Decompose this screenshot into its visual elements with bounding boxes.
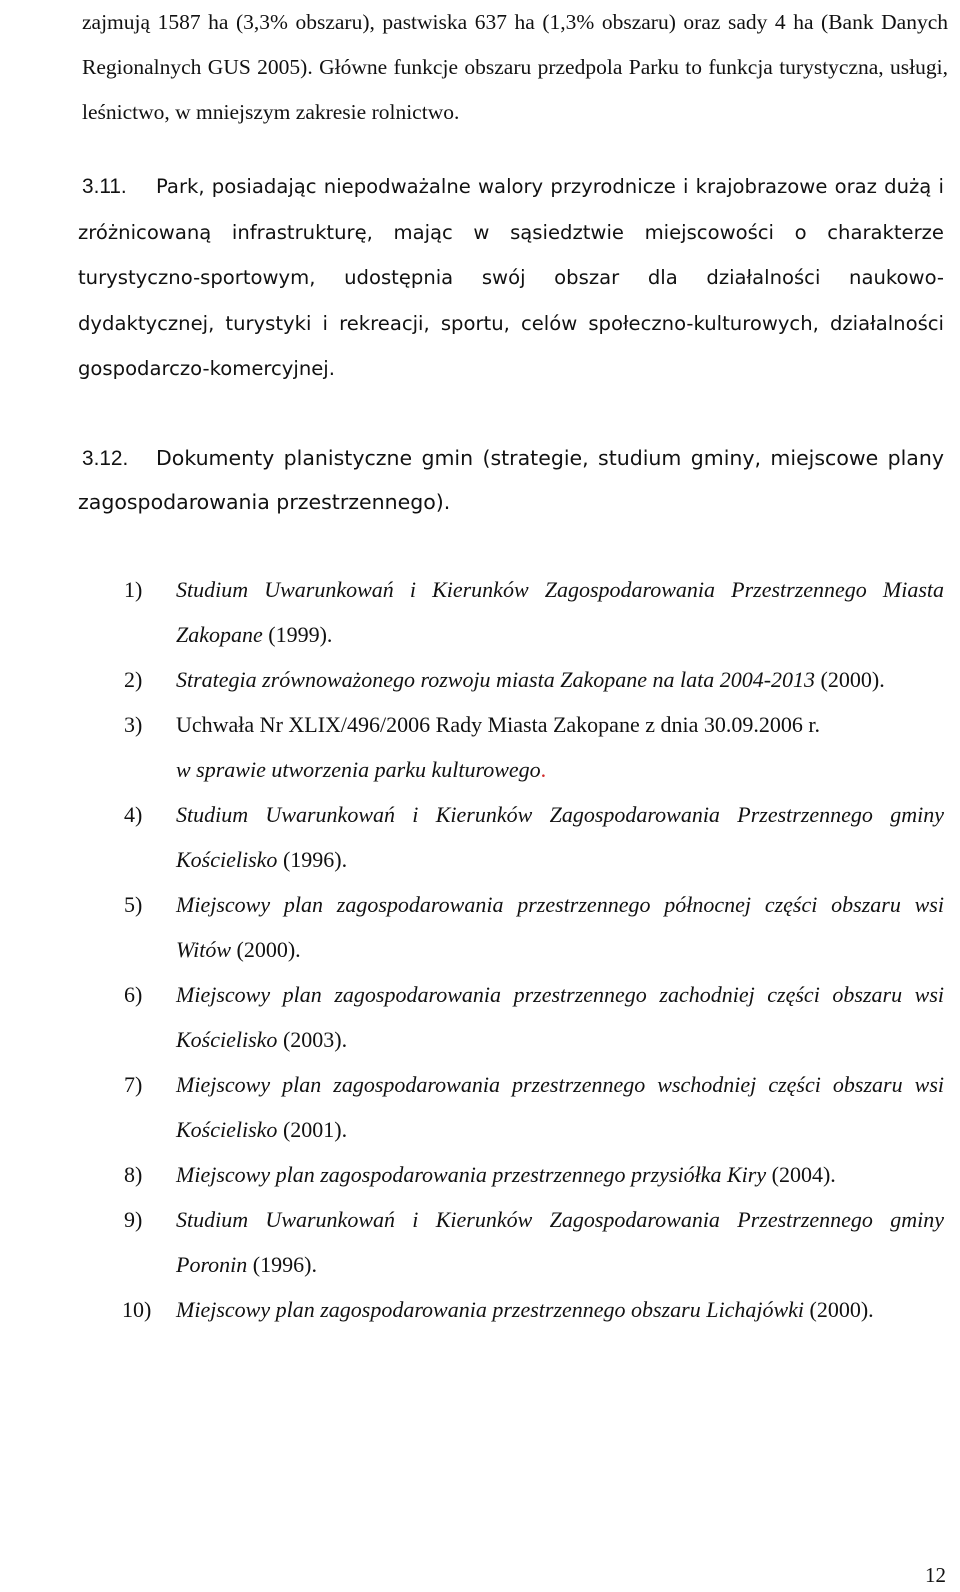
list-item (124, 567, 944, 657)
document-title: Miejscowy plan zagospodarowania przestrzennego przysiółka Kiry (176, 1162, 767, 1187)
list-item-marker: 8) (124, 1162, 143, 1187)
document-title: Strategia zrównoważonego rozwoju miasta Zakopane na lata 2004-2013 (176, 667, 816, 692)
section-3-11-text: Park, posiadając niepodważalne walory przyrodnicze i krajobrazowe oraz dużą i zróżnicowaną infrastrukturę, mając w sąsiedztwie miejscowości o charakterze turystyczno-sportowym, udostępnia swój obszar dla działalności naukowo-dydaktycznej, turystyki i rekreacji, sportu, celów społeczno-kulturowych, działalności gospodarczo-komercyjnej. (78, 175, 944, 381)
planning-documents-list (124, 567, 944, 1332)
document-year: (2001). (277, 1117, 348, 1142)
document-year: (2004). (766, 1162, 836, 1187)
section-number-3-11: 3.11. (82, 175, 127, 198)
section-number-3-12: 3.12. (82, 447, 129, 470)
document-year: (1999). (262, 622, 333, 647)
list-item-marker: 9) (124, 1207, 143, 1232)
list-item-marker: 6) (124, 982, 143, 1007)
list-item-marker: 3) (124, 712, 143, 737)
document-title: Miejscowy plan zagospodarowania przestrzennego zachodniej części obszaru wsi Kościelisko (176, 982, 944, 1052)
document-year: (1996). (247, 1252, 317, 1277)
intro-paragraph: zajmują 1587 ha (3,3% obszaru), pastwiska 637 ha (1,3% obszaru) oraz sady 4 ha (Bank Danych Regionalnych GUS 2005). Główne funkcje obszaru przedpola Parku to funkcja turystyczna, usługi, leśnictwo, w mniejszym zakresie rolnictwo. (82, 10, 948, 124)
document-year: (2000). (804, 1297, 874, 1322)
section-3-11-paragraph (78, 164, 944, 392)
list-item (124, 882, 944, 972)
document-year: (1996). (277, 847, 348, 872)
document-title: Studium Uwarunkowań i Kierunków Zagospodarowania Przestrzennego gminy Kościelisko (176, 802, 944, 872)
list-item (124, 1062, 944, 1152)
document-tail: . (540, 757, 547, 782)
list-item-marker: 4) (124, 802, 143, 827)
document-title: Miejscowy plan zagospodarowania przestrzennego wschodniej części obszaru wsi Kościelisko (176, 1072, 944, 1142)
list-item-marker: 2) (124, 667, 143, 692)
section-3-12-text: Dokumenty planistyczne gmin (strategie, studium gminy, miejscowe plany zagospodarowania przestrzennego). (78, 446, 944, 514)
list-item (124, 1197, 944, 1287)
document-title: Studium Uwarunkowań i Kierunków Zagospodarowania Przestrzennego gminy Poronin (176, 1207, 944, 1277)
list-item (124, 1152, 944, 1197)
list-item-marker: 5) (124, 892, 143, 917)
list-item-marker: 10) (122, 1297, 152, 1322)
document-title: Studium Uwarunkowań i Kierunków Zagospodarowania Przestrzennego Miasta Zakopane (176, 577, 944, 647)
page-number: 12 (925, 1563, 946, 1587)
list-item (124, 972, 944, 1062)
list-item (124, 1287, 944, 1332)
list-item-marker: 1) (124, 577, 143, 602)
document-year: (2000). (231, 937, 301, 962)
document-year: (2000). (815, 667, 885, 692)
list-item (124, 702, 944, 792)
document-title: Miejscowy plan zagospodarowania przestrzennego północnej części obszaru wsi Witów (176, 892, 944, 962)
section-3-12-paragraph (78, 436, 944, 524)
document-title: w sprawie utworzenia parku kulturowego (176, 757, 541, 782)
document-resolution: Uchwała Nr XLIX/496/2006 Rady Miasta Zakopane z dnia 30.09.2006 r. (176, 712, 820, 737)
list-item (124, 792, 944, 882)
document-title: Miejscowy plan zagospodarowania przestrzennego obszaru Lichajówki (176, 1297, 805, 1322)
document-year: (2003). (277, 1027, 348, 1052)
list-item-marker: 7) (124, 1072, 143, 1097)
list-item (124, 657, 944, 702)
